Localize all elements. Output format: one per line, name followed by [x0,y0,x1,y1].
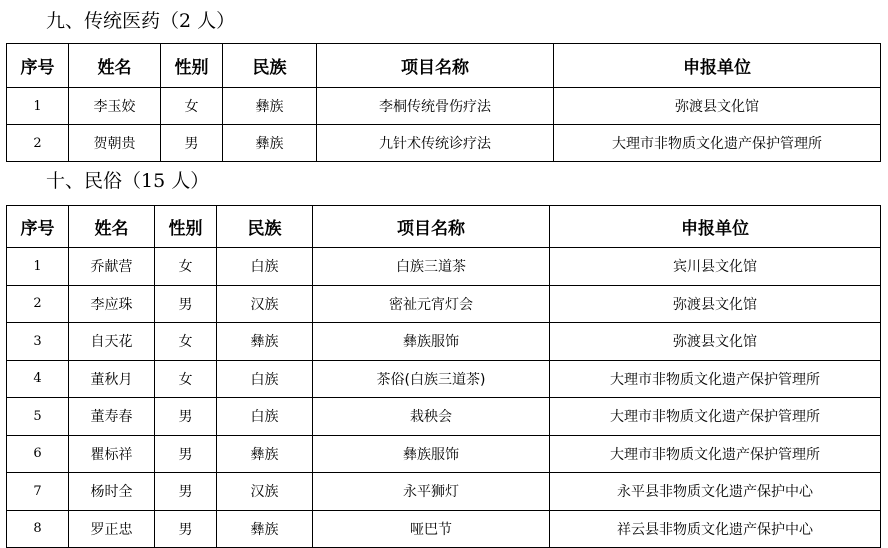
cell-ethnicity: 彝族 [217,435,313,473]
cell-index: 2 [7,125,69,162]
col-header-ethnicity: 民族 [223,44,317,88]
table-row [7,435,881,473]
cell-unit: 祥云县非物质文化遗产保护中心 [550,510,881,548]
cell-ethnicity: 彝族 [223,88,317,125]
table-row [7,360,881,398]
table-row [7,323,881,361]
col-header-index: 序号 [7,206,69,248]
table-header-row [7,44,881,88]
col-header-gender: 性别 [161,44,223,88]
cell-gender: 男 [155,435,217,473]
table-row [7,285,881,323]
cell-project: 彝族服饰 [313,435,550,473]
cell-unit: 大理市非物质文化遗产保护管理所 [550,398,881,436]
table-row [7,88,881,125]
cell-index: 6 [7,435,69,473]
cell-name: 杨时全 [69,473,155,511]
cell-project: 永平狮灯 [313,473,550,511]
cell-index: 8 [7,510,69,548]
cell-index: 1 [7,88,69,125]
table-row [7,473,881,511]
cell-name: 贺朝贵 [69,125,161,162]
cell-name: 瞿标祥 [69,435,155,473]
cell-unit: 大理市非物质文化遗产保护管理所 [550,435,881,473]
cell-gender: 男 [155,510,217,548]
cell-name: 董秋月 [69,360,155,398]
col-header-name: 姓名 [69,44,161,88]
cell-ethnicity: 彝族 [217,510,313,548]
cell-index: 2 [7,285,69,323]
cell-name: 罗正忠 [69,510,155,548]
table-row [7,398,881,436]
cell-name: 李玉姣 [69,88,161,125]
cell-unit: 弥渡县文化馆 [550,323,881,361]
col-header-unit: 申报单位 [554,44,881,88]
cell-ethnicity: 白族 [217,248,313,286]
table-row [7,125,881,162]
cell-name: 董寿春 [69,398,155,436]
cell-gender: 男 [161,125,223,162]
table-folk-customs [6,205,881,548]
table-traditional-medicine [6,43,881,162]
table-row [7,510,881,548]
cell-ethnicity: 彝族 [217,323,313,361]
cell-index: 1 [7,248,69,286]
cell-name: 自天花 [69,323,155,361]
cell-project: 密祉元宵灯会 [313,285,550,323]
cell-gender: 男 [155,398,217,436]
cell-ethnicity: 彝族 [223,125,317,162]
col-header-name: 姓名 [69,206,155,248]
col-header-ethnicity: 民族 [217,206,313,248]
cell-index: 4 [7,360,69,398]
cell-unit: 弥渡县文化馆 [550,285,881,323]
cell-name: 李应珠 [69,285,155,323]
cell-index: 5 [7,398,69,436]
cell-project: 茶俗(白族三道茶) [313,360,550,398]
cell-unit: 大理市非物质文化遗产保护管理所 [550,360,881,398]
cell-project: 哑巴节 [313,510,550,548]
cell-unit: 大理市非物质文化遗产保护管理所 [554,125,881,162]
cell-unit: 弥渡县文化馆 [554,88,881,125]
col-header-project: 项目名称 [313,206,550,248]
col-header-unit: 申报单位 [550,206,881,248]
cell-gender: 女 [161,88,223,125]
cell-project: 九针术传统诊疗法 [317,125,554,162]
table-row [7,248,881,286]
cell-ethnicity: 汉族 [217,285,313,323]
cell-ethnicity: 汉族 [217,473,313,511]
cell-project: 李桐传统骨伤疗法 [317,88,554,125]
section-10-heading: 十、民俗（15 人） [46,170,210,192]
cell-ethnicity: 白族 [217,360,313,398]
col-header-index: 序号 [7,44,69,88]
cell-index: 7 [7,473,69,511]
cell-project: 栽秧会 [313,398,550,436]
table-header-row [7,206,881,248]
cell-unit: 宾川县文化馆 [550,248,881,286]
cell-project: 白族三道茶 [313,248,550,286]
cell-ethnicity: 白族 [217,398,313,436]
col-header-project: 项目名称 [317,44,554,88]
cell-gender: 男 [155,285,217,323]
cell-gender: 女 [155,323,217,361]
cell-name: 乔献营 [69,248,155,286]
cell-gender: 男 [155,473,217,511]
cell-gender: 女 [155,360,217,398]
cell-index: 3 [7,323,69,361]
section-9-heading: 九、传统医药（2 人） [46,10,236,32]
cell-unit: 永平县非物质文化遗产保护中心 [550,473,881,511]
cell-gender: 女 [155,248,217,286]
col-header-gender: 性别 [155,206,217,248]
cell-project: 彝族服饰 [313,323,550,361]
